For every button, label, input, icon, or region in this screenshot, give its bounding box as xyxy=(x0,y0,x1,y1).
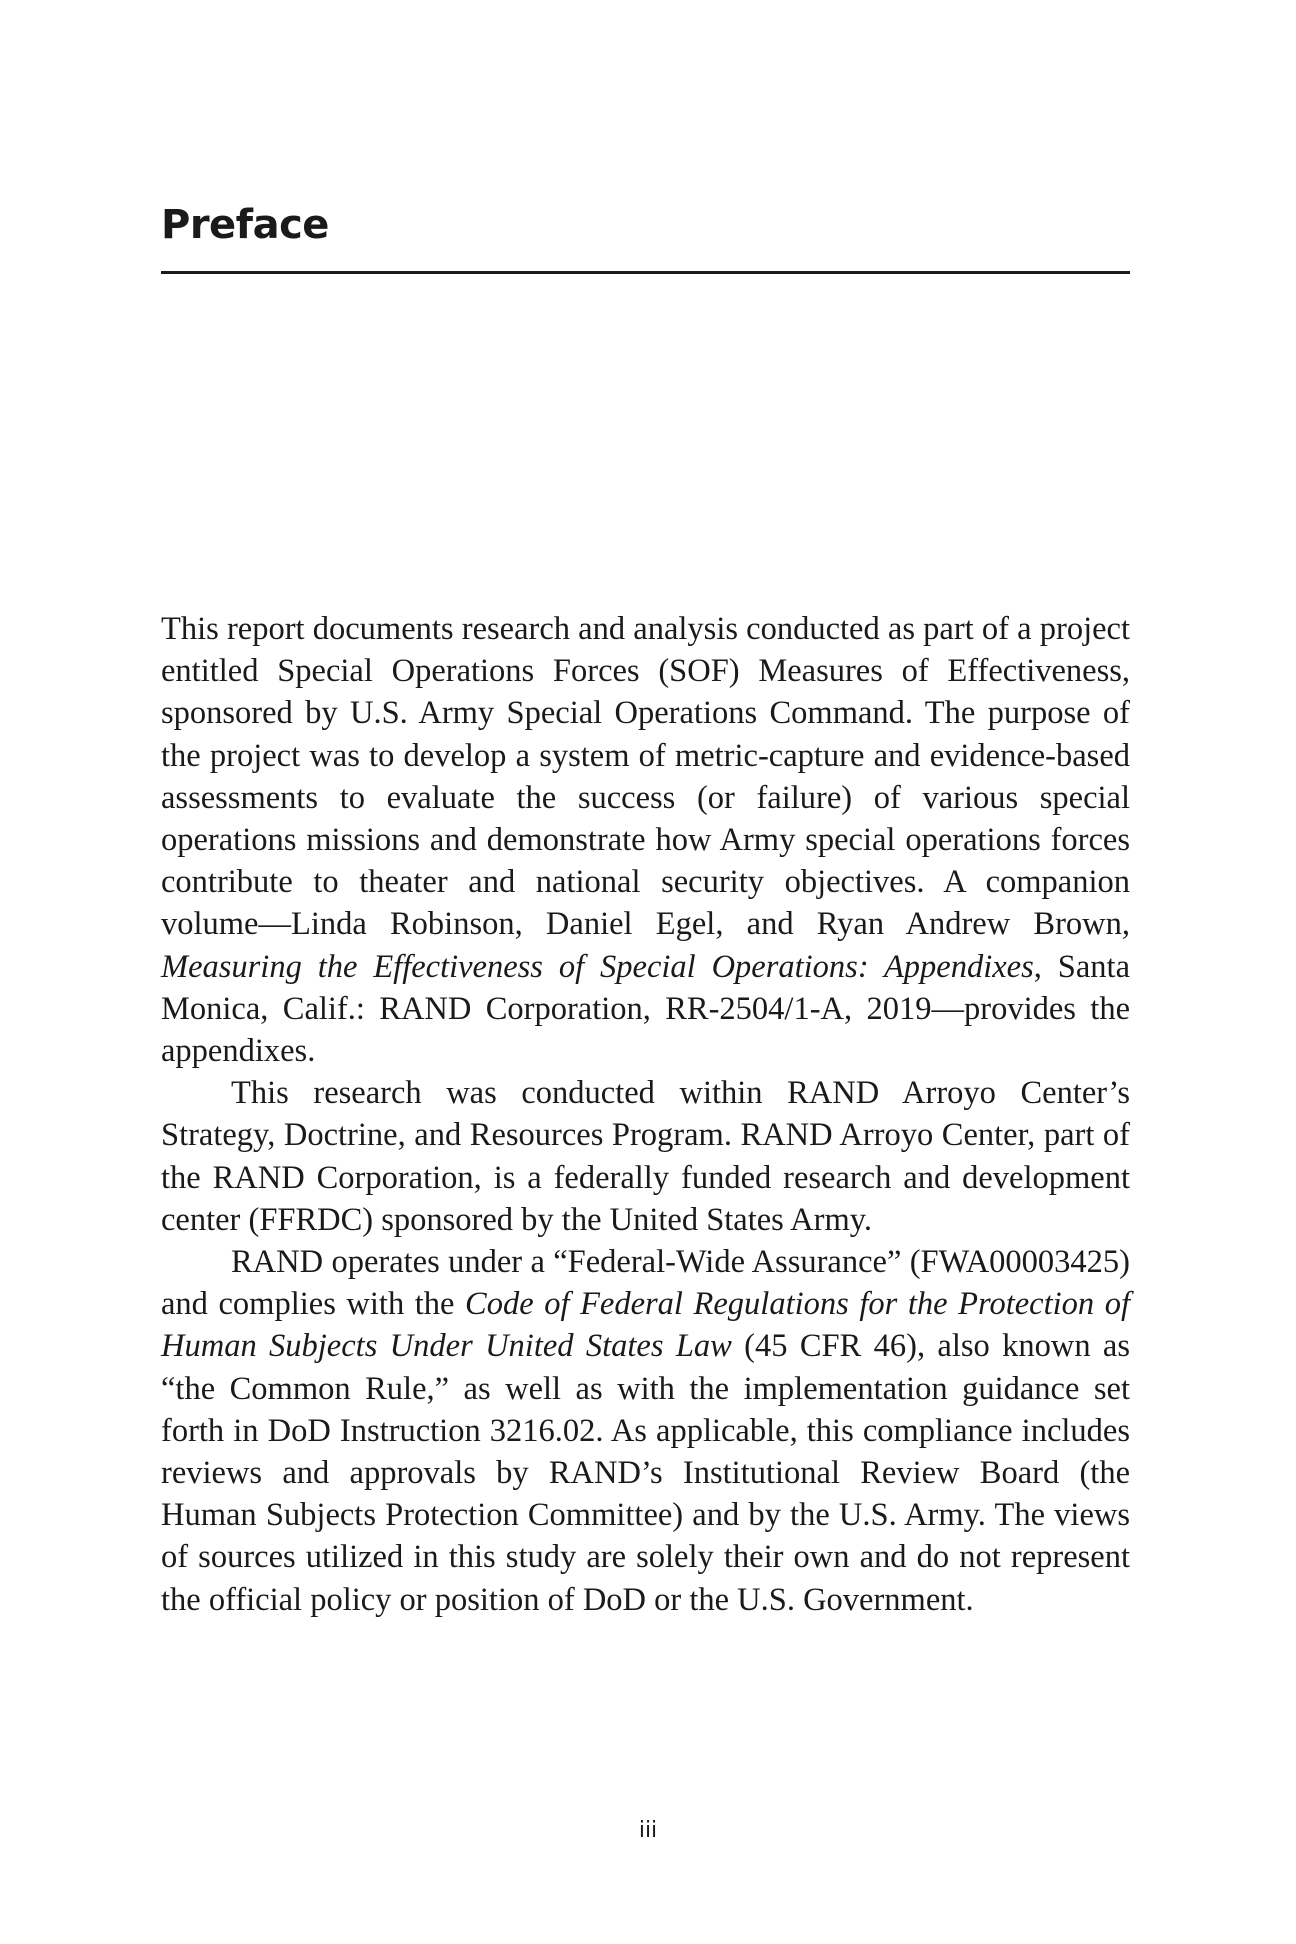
paragraph-1-text-a: This report documents research and analysis conducted as part of a project entitled Special Operations Forces (SOF) Measures of Effectiveness, sponsored by U.S. Army Special Operations Command. The purpose of the project was to develop a system of metric-capture and evidence-based assessments to evaluate the success (or failure) of various special operations missions and demonstrate how Army special operations forces contribute to theater and national security objectives. A companion volume—Linda Robinson, Daniel Egel, and Ryan Andrew Brown, xyxy=(161,611,1130,943)
paragraph-2-text: This research was conducted within RAND Arroyo Center’s Strategy, Doctrine, and Resources Program. RAND Arroyo Center, part of the RAND Corporation, is a federally funded research and development center (FFRDC) sponsored by the United States Army. xyxy=(161,1075,1130,1238)
heading-rule xyxy=(161,271,1130,274)
page-title: Preface xyxy=(161,202,329,248)
paragraph-3-italic-title: Code of Federal Regulations for the Protection of Human Subjects Under United States Law xyxy=(161,1286,1130,1365)
body-text xyxy=(161,608,1130,1621)
paragraph-1 xyxy=(161,608,1130,1072)
paragraph-3 xyxy=(161,1241,1130,1621)
paragraph-1-italic-title: Measuring the Effectiveness of Special Operations: Appendixes xyxy=(161,948,1034,985)
paragraph-2 xyxy=(161,1072,1130,1241)
page-number: iii xyxy=(638,1818,658,1843)
paragraph-3-text-b: (45 CFR 46), also known as “the Common Rule,” as well as with the implementation guidance set forth in DoD Instruction 3216.02. As applicable, this compliance includes reviews and approvals by RAND’s Institutional Review Board (the Human Subjects Protection Committee) and by the U.S. Army. The views of sources utilized in this study are solely their own and do not represent the official policy or position of DoD or the U.S. Government. xyxy=(161,1328,1130,1618)
paragraph-3-text-a: RAND operates under a “Federal-Wide Assurance” (FWA00003425) and complies with the xyxy=(161,1244,1130,1323)
paragraph-1-text-b: , Santa Monica, Calif.: RAND Corporation, RR-2504/1-A, 2019—provides the appendixes. xyxy=(161,948,1130,1070)
